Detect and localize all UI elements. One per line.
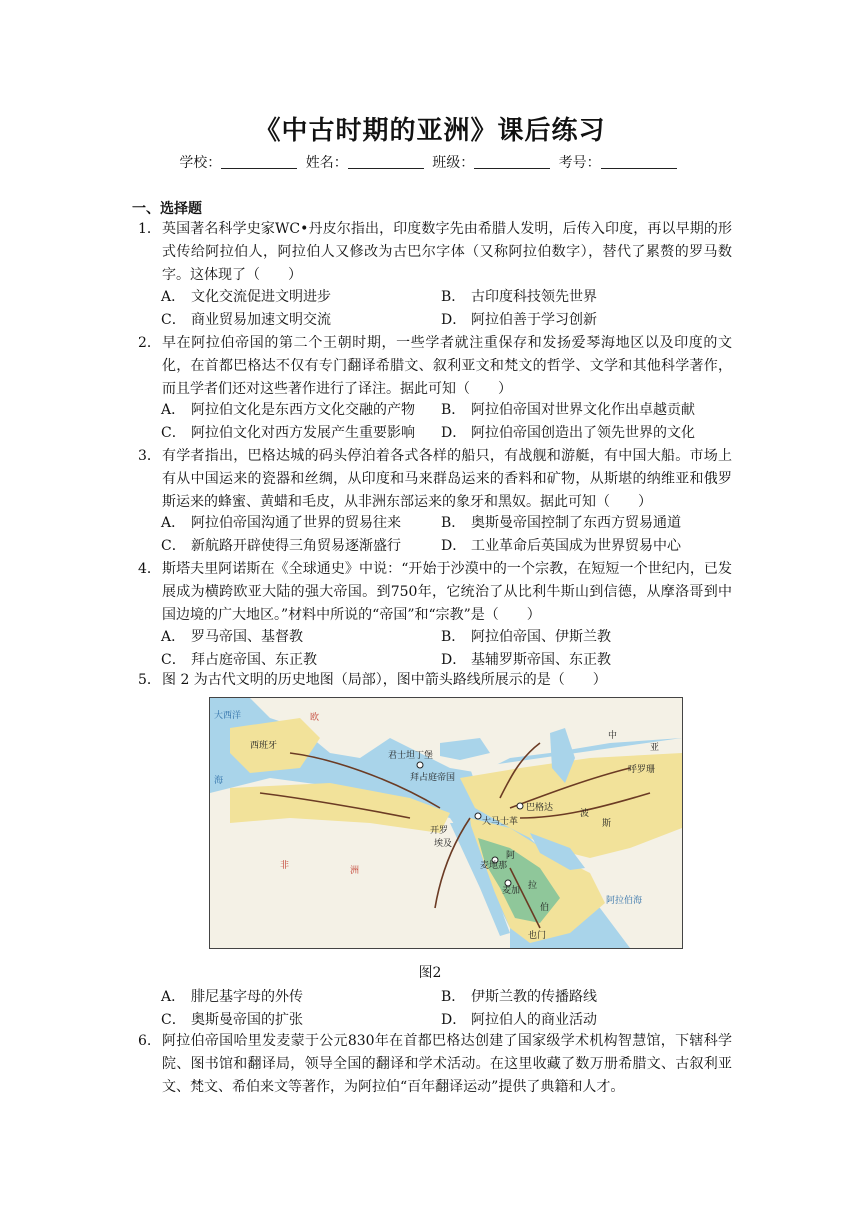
option-d[interactable]: D． 阿拉伯帝国创造出了领先世界的文化: [441, 425, 695, 441]
question-stem: 阿拉伯帝国哈里发麦蒙于公元830年在首都巴格达创建了国家级学术机构智慧馆，下辖科学院、图书馆和翻译局，领导全国的翻译和学术活动。在这里收藏了数万册希腊文、古叙利亚文、梵文、希伯来文等著作，为阿拉伯“百年翻译运动”提供了典籍和人才。: [162, 1033, 732, 1095]
map-label-spain: 西班牙: [250, 741, 278, 751]
option-c[interactable]: C． 新航路开辟使得三角贸易逐渐盛行: [161, 538, 401, 554]
map-label-cairo: 开罗: [430, 826, 449, 836]
question-number: 5．: [138, 672, 161, 688]
option-b[interactable]: B． 古印度科技领先世界: [441, 289, 597, 305]
map-label-central-asia-1: 中: [608, 731, 618, 741]
question-number: 6.: [138, 1033, 152, 1049]
map-label-yemen: 也门: [528, 931, 547, 941]
option-d[interactable]: D． 基辅罗斯帝国、东正教: [441, 652, 611, 668]
constantinople-marker: [417, 762, 423, 768]
option-a[interactable]: A． 腓尼基字母的外传: [161, 989, 303, 1005]
question-stem: 斯塔夫里阿诺斯在《全球通史》中说：“开始于沙漠中的一个宗教，在短短一个世纪内，已发展成为横跨欧亚大陆的强大帝国。到750年，它统治了从比利牛斯山到信德，从摩洛哥到中国边境的广大地区。”材料中所说的“帝国”和“宗教”是（ ）: [162, 561, 732, 623]
option-a[interactable]: A． 阿拉伯帝国沟通了世界的贸易往来: [161, 515, 401, 531]
class-blank[interactable]: [474, 154, 550, 169]
exam-no-label: 考号：: [558, 155, 601, 171]
map-label-arabia-3: 伯: [540, 903, 550, 913]
map-label-baghdad: 巴格达: [526, 803, 554, 813]
question-number: 2．: [138, 335, 161, 351]
map-label-byzantine: 拜占庭帝国: [410, 773, 456, 783]
question-stem: 英国著名科学史家WC•丹皮尔指出，印度数字先由希腊人发明，后传入印度，再以早期的形式传给阿拉伯人，阿拉伯人又修改为古巴尔字体（又称阿拉伯数字），替代了累赘的罗马数字。这体现了（ ）: [162, 221, 732, 283]
school-label: 学校：: [179, 155, 222, 171]
map-label-constantinople: 君士坦丁堡: [388, 751, 434, 761]
option-a[interactable]: A． 阿拉伯文化是东西方文化交融的产物: [161, 402, 415, 418]
option-b[interactable]: B． 阿拉伯帝国对世界文化作出卓越贡献: [441, 402, 695, 418]
student-info-line: [0, 152, 860, 172]
map-svg: [210, 698, 682, 948]
map-label-mecca: 麦加: [502, 886, 521, 896]
question-number: 1．: [138, 221, 161, 237]
question-number: 3．: [138, 448, 161, 464]
map-label-damascus: 大马士革: [482, 817, 519, 827]
option-c[interactable]: C． 奥斯曼帝国的扩张: [161, 1012, 303, 1028]
map-label-persia-1: 波: [580, 809, 590, 819]
name-label: 姓名：: [305, 155, 348, 171]
map-label-europe: 欧: [310, 713, 320, 723]
map-label-africa-2: 洲: [350, 866, 360, 876]
class-label: 班级：: [432, 155, 475, 171]
option-d[interactable]: D． 阿拉伯人的商业活动: [441, 1012, 597, 1028]
question-stem: 早在阿拉伯帝国的第二个王朝时期，一些学者就注重保存和发扬爱琴海地区以及印度的文化，在首都巴格达不仅有专门翻译希腊文、叙利亚文和梵文的哲学、文学和其他科学著作，而且学者们还对这些著作进行了译注。据此可知（ ）: [162, 335, 732, 397]
option-d[interactable]: D． 阿拉伯善于学习创新: [441, 312, 597, 328]
map-label-arabia-1: 阿: [506, 851, 516, 861]
question-4: [132, 558, 732, 627]
map-label-atlantic: 大西洋: [214, 711, 242, 721]
option-c[interactable]: C． 商业贸易加速文明交流: [161, 312, 331, 328]
option-c[interactable]: C． 阿拉伯文化对西方发展产生重要影响: [161, 425, 415, 441]
name-blank[interactable]: [348, 154, 424, 169]
question-5: [132, 669, 732, 692]
damascus-marker: [475, 813, 481, 819]
option-d[interactable]: D． 工业革命后英国成为世界贸易中心: [441, 538, 681, 554]
option-a[interactable]: A． 文化交流促进文明进步: [161, 289, 331, 305]
option-c[interactable]: C． 拜占庭帝国、东正教: [161, 652, 317, 668]
map-label-arabian-sea: 阿拉伯海: [606, 896, 643, 906]
map-label-persia-2: 斯: [602, 819, 612, 829]
option-b[interactable]: B． 阿拉伯帝国、伊斯兰教: [441, 629, 611, 645]
map-label-central-asia-2: 亚: [650, 743, 660, 753]
map-label-arabia-2: 拉: [528, 881, 538, 891]
question-3: [132, 445, 732, 514]
option-b[interactable]: B． 奥斯曼帝国控制了东西方贸易通道: [441, 515, 681, 531]
exam-no-blank[interactable]: [601, 154, 677, 169]
question-number: 4．: [138, 561, 161, 577]
question-stem: 图 2 为古代文明的历史地图（局部），图中箭头路线所展示的是（ ）: [162, 672, 607, 688]
baghdad-marker: [517, 803, 523, 809]
question-2: [132, 332, 732, 401]
school-blank[interactable]: [221, 154, 297, 169]
map-label-med-sea: 海: [214, 776, 224, 786]
historical-map-figure: [209, 697, 683, 949]
map-label-africa-1: 非: [280, 861, 290, 871]
map-label-medina: 麦地那: [480, 861, 508, 871]
question-6: [132, 1030, 732, 1099]
map-label-khorasan: 呼罗珊: [628, 765, 656, 775]
option-a[interactable]: A． 罗马帝国、基督教: [161, 629, 303, 645]
option-b[interactable]: B． 伊斯兰教的传播路线: [441, 989, 597, 1005]
map-label-egypt: 埃及: [434, 839, 453, 849]
figure-caption: 图2: [418, 965, 442, 981]
section-title: 一、选择题: [132, 201, 202, 217]
question-stem: 有学者指出，巴格达城的码头停泊着各式各样的船只，有战舰和游艇，有中国大船。市场上有从中国运来的瓷器和丝绸，从印度和马来群岛运来的香料和矿物，从斯堪的纳维亚和俄罗斯运来的蜂蜜、黄蜡和毛皮，从非洲东部运来的象牙和黑奴。据此可知（ ）: [162, 448, 732, 510]
page-title: 《中古时期的亚洲》课后练习: [254, 116, 606, 146]
question-1: [132, 218, 732, 287]
